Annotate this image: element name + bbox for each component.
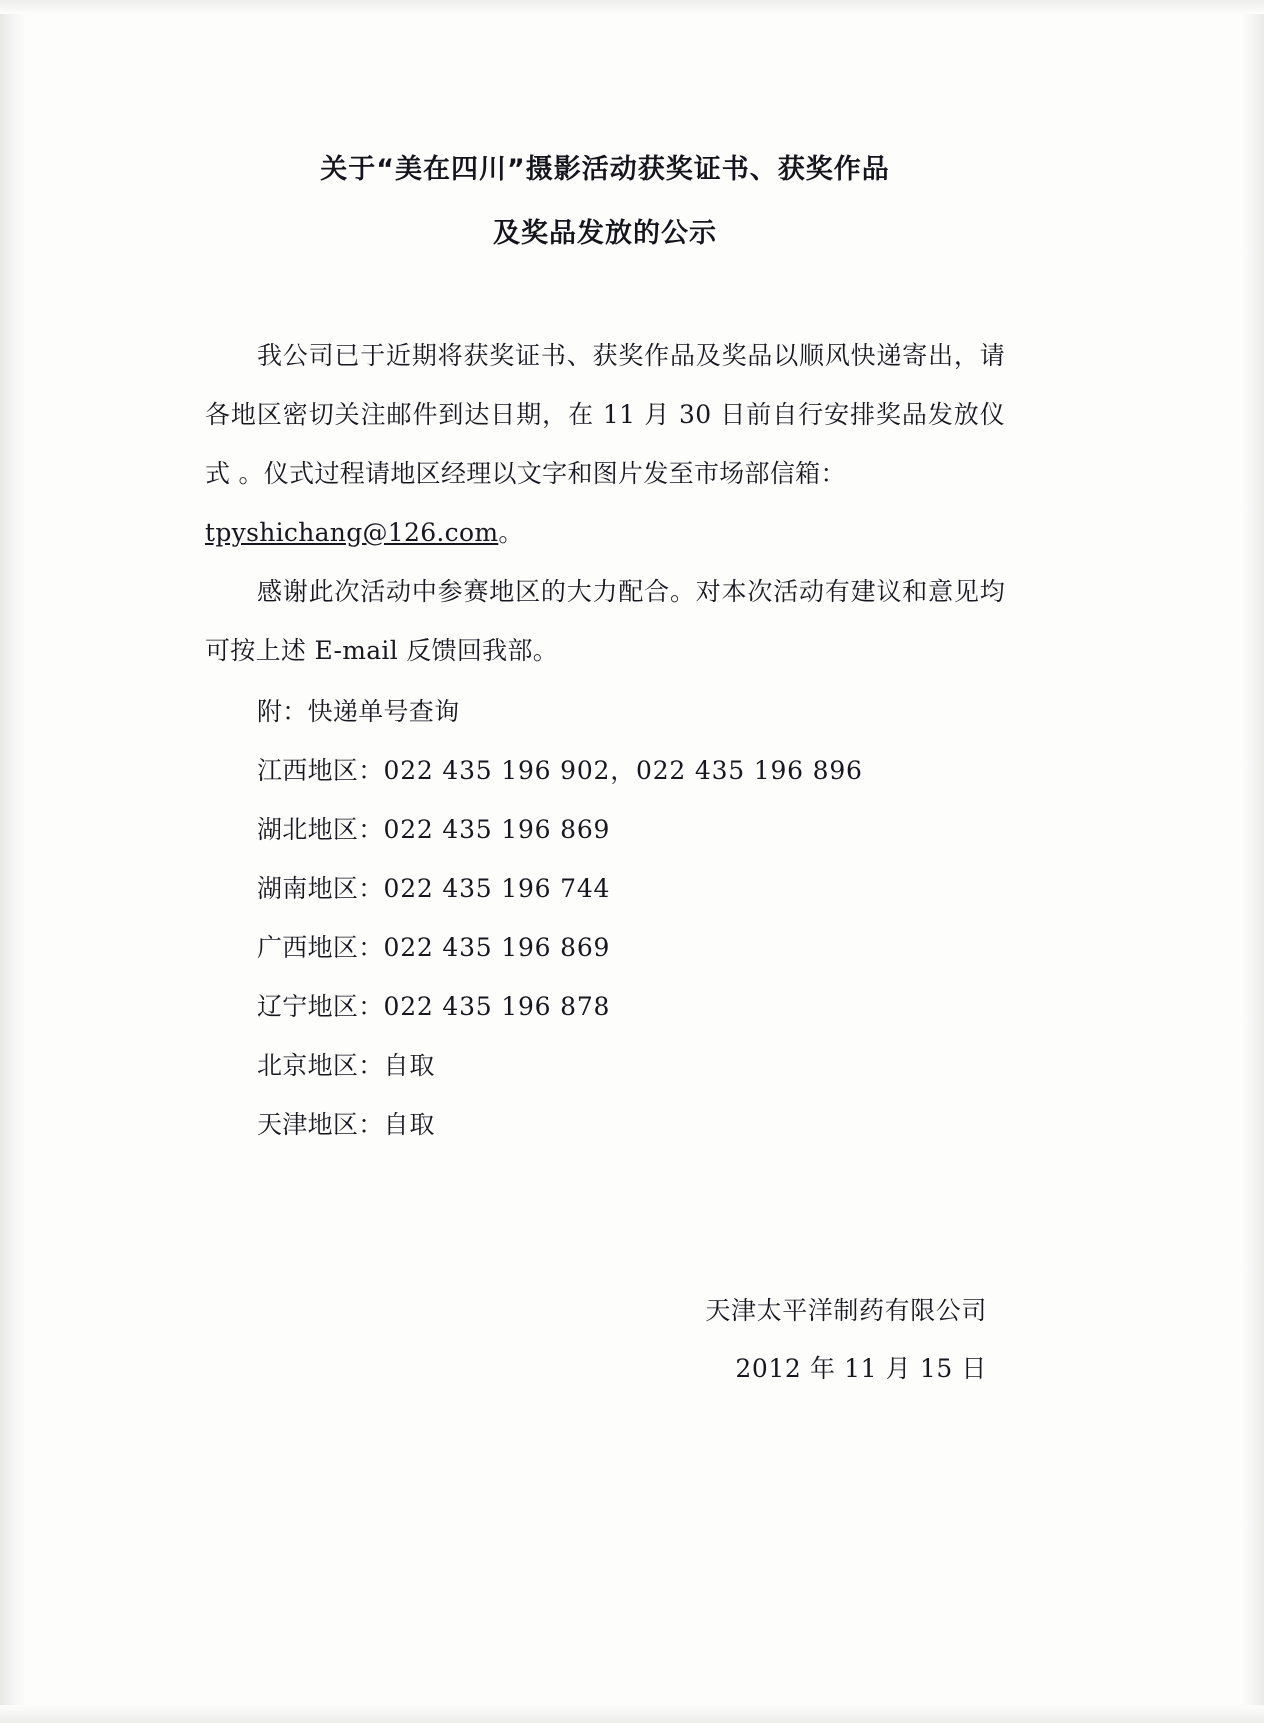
title-line-2: 及奖品发放的公示 [493,218,717,249]
list-item [205,1036,1005,1095]
paragraph-1-text: 我公司已于近期将获奖证书、获奖作品及奖品以顺风快递寄出，请各地区密切关注邮件到达日期，在 11 月 30 日前自行安排奖品发放仪式 。仪式过程请地区经理以文字和图片发至市场部信箱： [205,341,1005,488]
tracking-number: 022 435 196 878 [383,992,611,1021]
list-item [205,918,1005,977]
tracking-number: 自取 [383,1110,436,1139]
scan-edge-left [0,0,26,1723]
list-item [205,800,1005,859]
tracking-number: 022 435 196 869 [383,933,611,962]
list-item [205,741,1005,800]
region-label: 湖南地区： [257,874,384,903]
paragraph-1 [205,326,1005,503]
document-title [205,138,1005,266]
tracking-number: 022 435 196 869 [383,815,611,844]
tracking-number: 022 435 196 744 [383,874,611,903]
region-label: 北京地区： [257,1051,384,1080]
list-item [205,859,1005,918]
title-line-1: 关于“美在四川”摄影活动获奖证书、获奖作品 [320,154,890,185]
document-content [205,0,1005,1398]
region-label: 辽宁地区： [257,992,384,1021]
region-label: 江西地区： [257,756,384,785]
region-label: 广西地区： [257,933,384,962]
email-address[interactable]: tpyshichang@126.com [205,518,499,547]
region-label: 天津地区： [257,1110,384,1139]
paragraph-2 [205,562,1005,680]
email-suffix: 。 [498,518,524,547]
signature-date: 2012 年 11 月 15 日 [735,1354,987,1383]
scan-edge-bottom [0,1705,1264,1723]
attachment-label: 附：快递单号查询 [257,697,460,726]
paragraph-2-text: 感谢此次活动中参赛地区的大力配合。对本次活动有建议和意见均可按上述 E-mail 反馈回我部。 [205,577,1005,665]
tracking-number: 022 435 196 902，022 435 196 896 [383,756,863,785]
signature-company: 天津太平洋制药有限公司 [705,1296,987,1325]
signature-block [205,1282,1005,1398]
list-item [205,1095,1005,1154]
email-line [205,503,1005,562]
tracking-number: 自取 [383,1051,436,1080]
list-item [205,977,1005,1036]
attachment-block [205,682,1005,1154]
scan-edge-right [1242,0,1264,1723]
document-body [205,326,1005,1398]
region-label: 湖北地区： [257,815,384,844]
